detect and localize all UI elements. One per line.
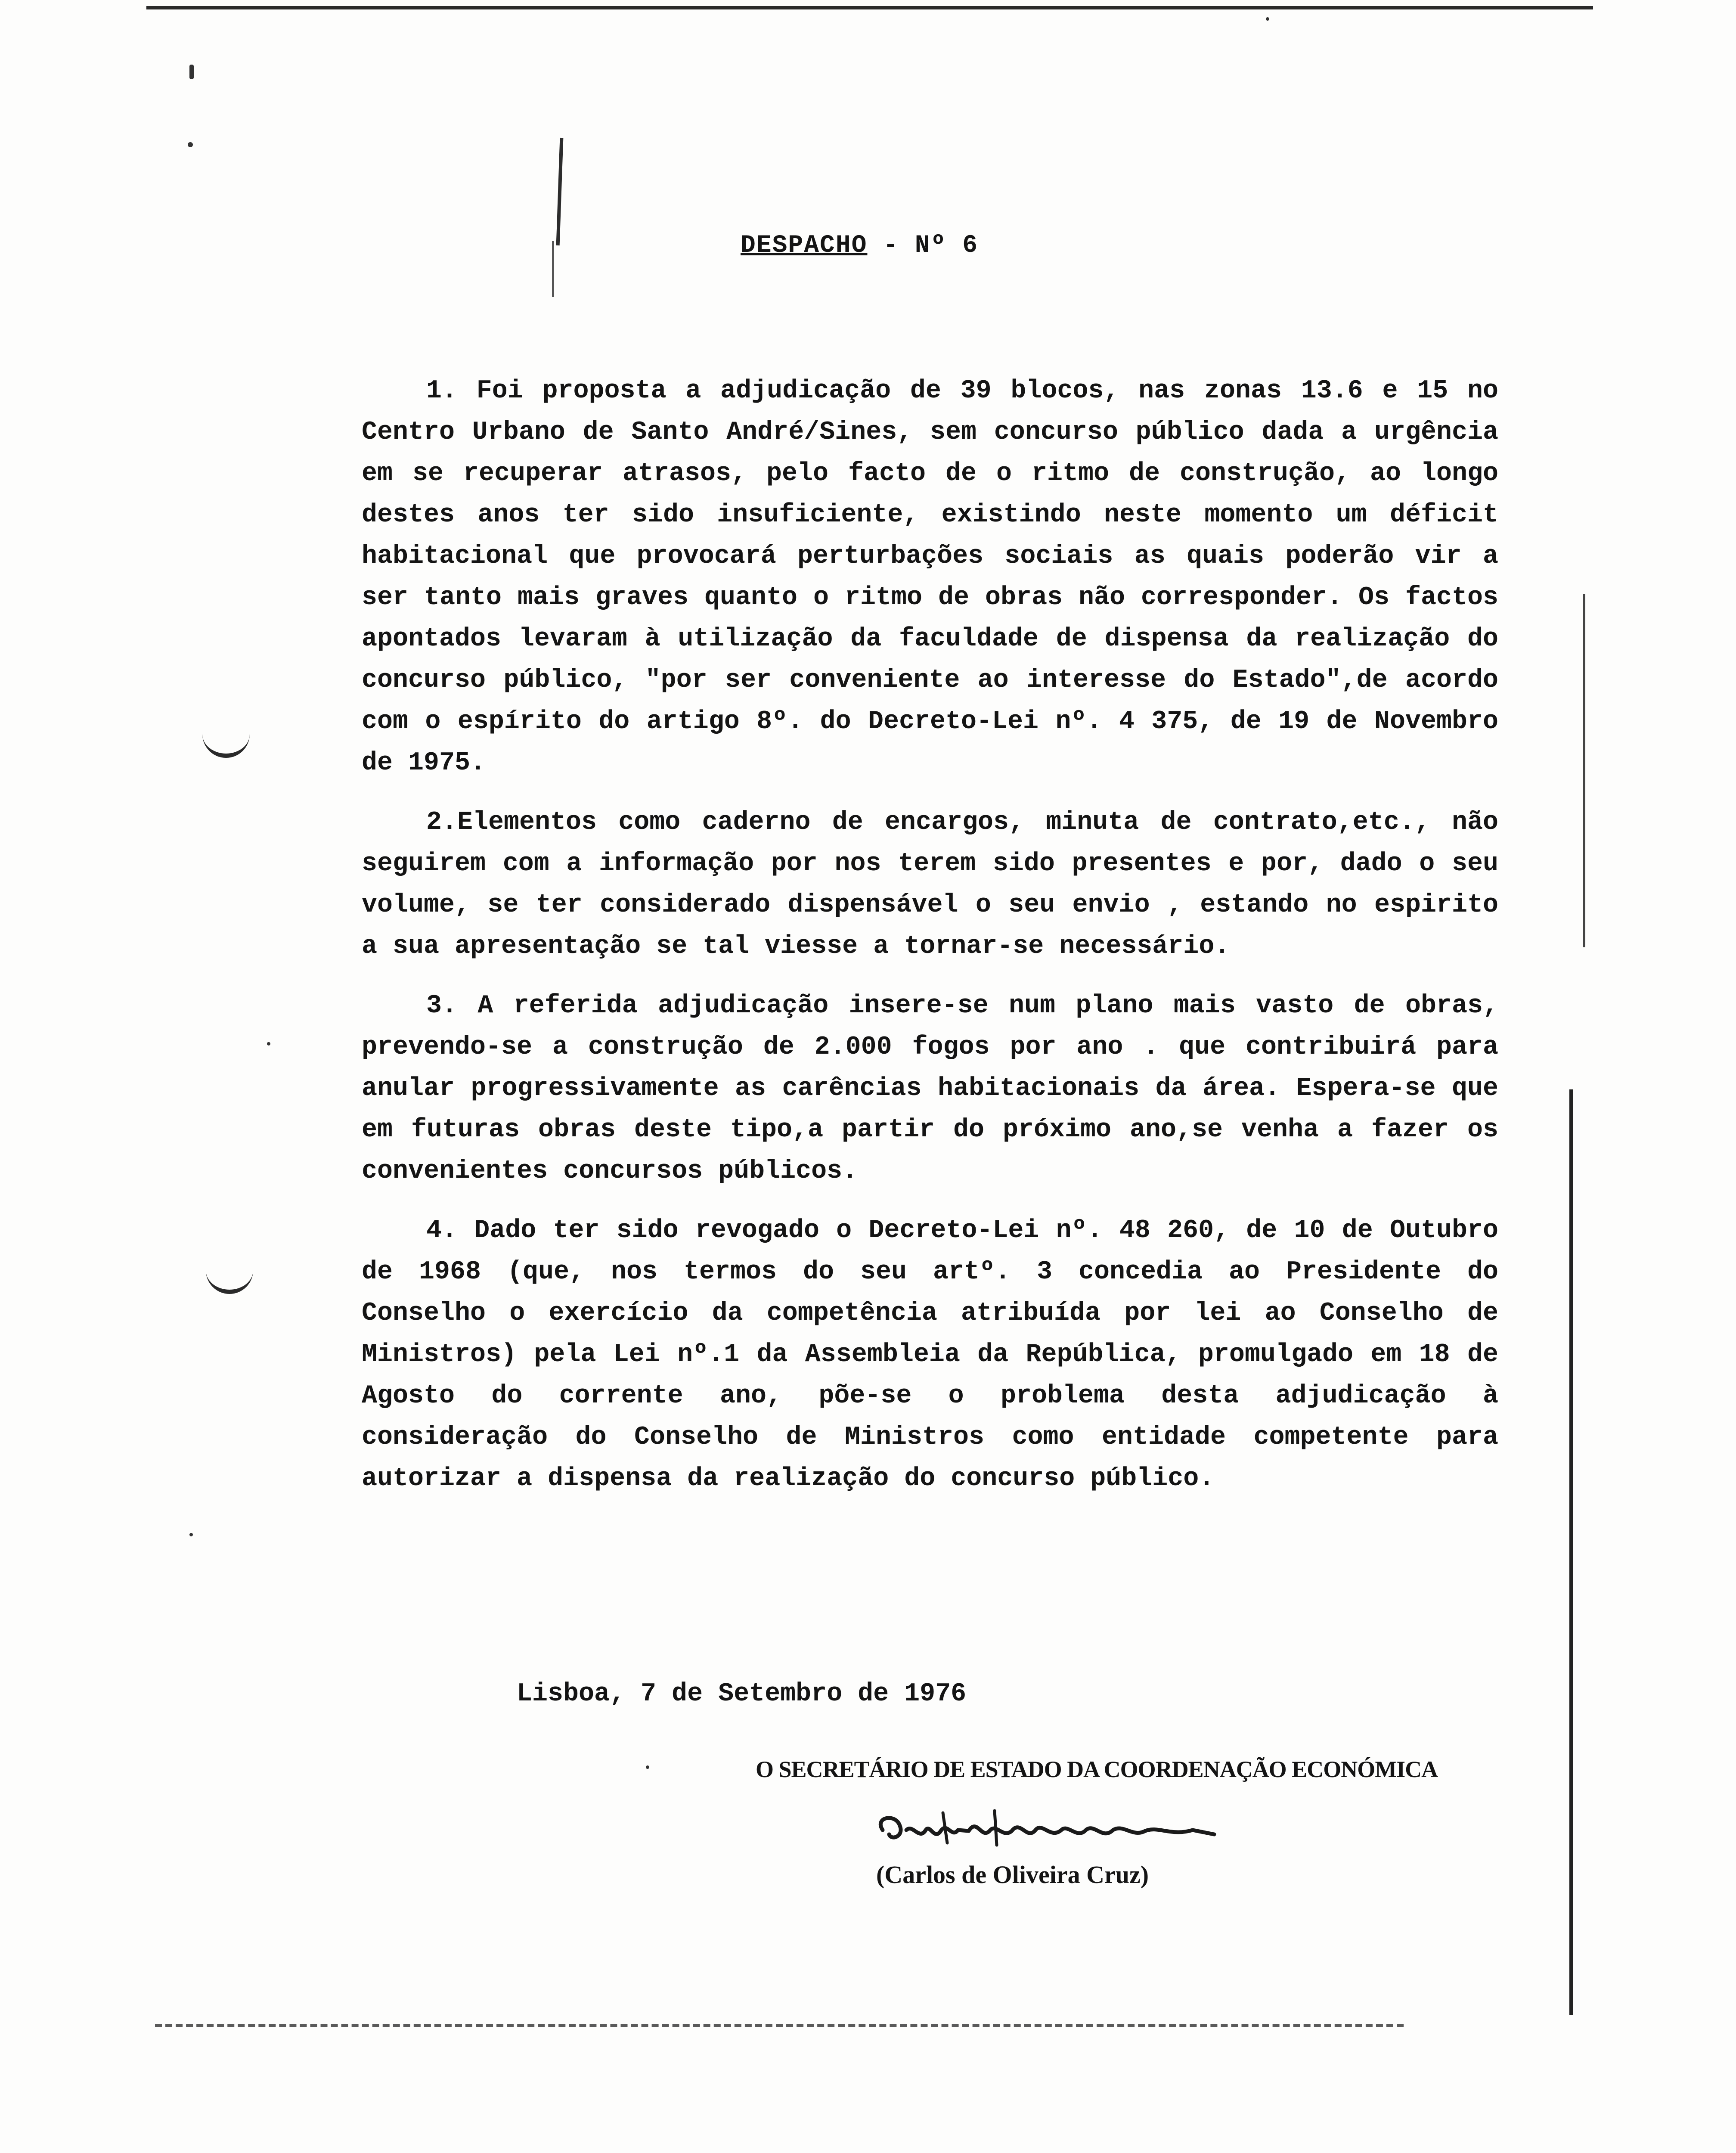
document-body: [362, 370, 1498, 1517]
paragraph-2: 2.Elementos como caderno de encargos, minuta de contrato,etc., não seguirem com a informação por nos terem sido presentes e por, dado o seu volume, se ter considerado dispensável o seu envio , estando no espirito a sua apresentação se tal viesse a tornar-se necessário.: [362, 808, 1498, 961]
scan-bottom-edge: [155, 2024, 1404, 2027]
punch-hole-mark-icon: [206, 1264, 253, 1294]
signer-name: (Carlos de Oliveira Cruz): [876, 1861, 1149, 1889]
scan-speck-icon: [267, 1042, 270, 1045]
punch-hole-mark-icon: [202, 728, 250, 758]
scan-speck-icon: [646, 1765, 649, 1769]
scan-speck-icon: [1266, 17, 1269, 21]
handwritten-signature-icon: [865, 1800, 1236, 1860]
scan-speck-icon: [189, 1533, 193, 1536]
paragraph-4: 4. Dado ter sido revogado o Decreto-Lei nº. 48 260, de 10 de Outubro de 1968 (que, nos termos do seu artº. 3 concedia ao Presidente do Conselho o exercício da competência atribuída por lei ao Conselho de Ministros) pela Lei nº.1 da Assembleia da República, promulgado em 18 de Agosto do corrente ano, põe-se o problema desta adjudicação à consideração do Conselho de Ministros como entidade competente para autorizar a dispensa da realização do concurso público.: [362, 1216, 1498, 1493]
scan-margin-line-upper: [1583, 594, 1585, 947]
document-title: [741, 232, 978, 260]
place-and-date: Lisboa, 7 de Setembro de 1976: [517, 1679, 967, 1709]
scan-speck-icon: [189, 65, 194, 79]
scan-pen-stroke-lower: [552, 241, 554, 297]
paragraph-1: 1. Foi proposta a adjudicação de 39 blocos, nas zonas 13.6 e 15 no Centro Urbano de Santo André/Sines, sem concurso público dada a urgência em se recuperar atrasos, pelo facto de o ritmo de construção, ao longo destes anos ter sido insuficiente, existindo neste momento um déficit habitacional que provocará perturbações sociais as quais poderão vir a ser tanto mais graves quanto o ritmo de obras não corresponder. Os factos apontados levaram à utilização da faculdade de dispensa da realização do concurso público, "por ser conveniente ao interesse do Estado",de acordo com o espírito do artigo 8º. do Decreto-Lei nº. 4 375, de 19 de Novembro de 1975.: [362, 376, 1498, 778]
scan-speck-icon: [188, 142, 193, 147]
title-number: - Nº 6: [867, 232, 979, 260]
signer-role: O SECRETÁRIO DE ESTADO DA COORDENAÇÃO ECONÓMICA: [756, 1756, 1438, 1782]
paragraph-3: 3. A referida adjudicação insere-se num plano mais vasto de obras, prevendo-se a construção de 2.000 fogos por ano . que contribuirá para anular progressivamente as carências habitacionais da área. Espera-se que em futuras obras deste tipo,a partir do próximo ano,se venha a fazer os convenientes concursos públicos.: [362, 991, 1498, 1186]
scan-margin-line: [1569, 1089, 1573, 2015]
scan-pen-stroke: [556, 138, 564, 245]
title-heading: DESPACHO: [741, 232, 868, 260]
scan-top-edge: [146, 6, 1593, 9]
